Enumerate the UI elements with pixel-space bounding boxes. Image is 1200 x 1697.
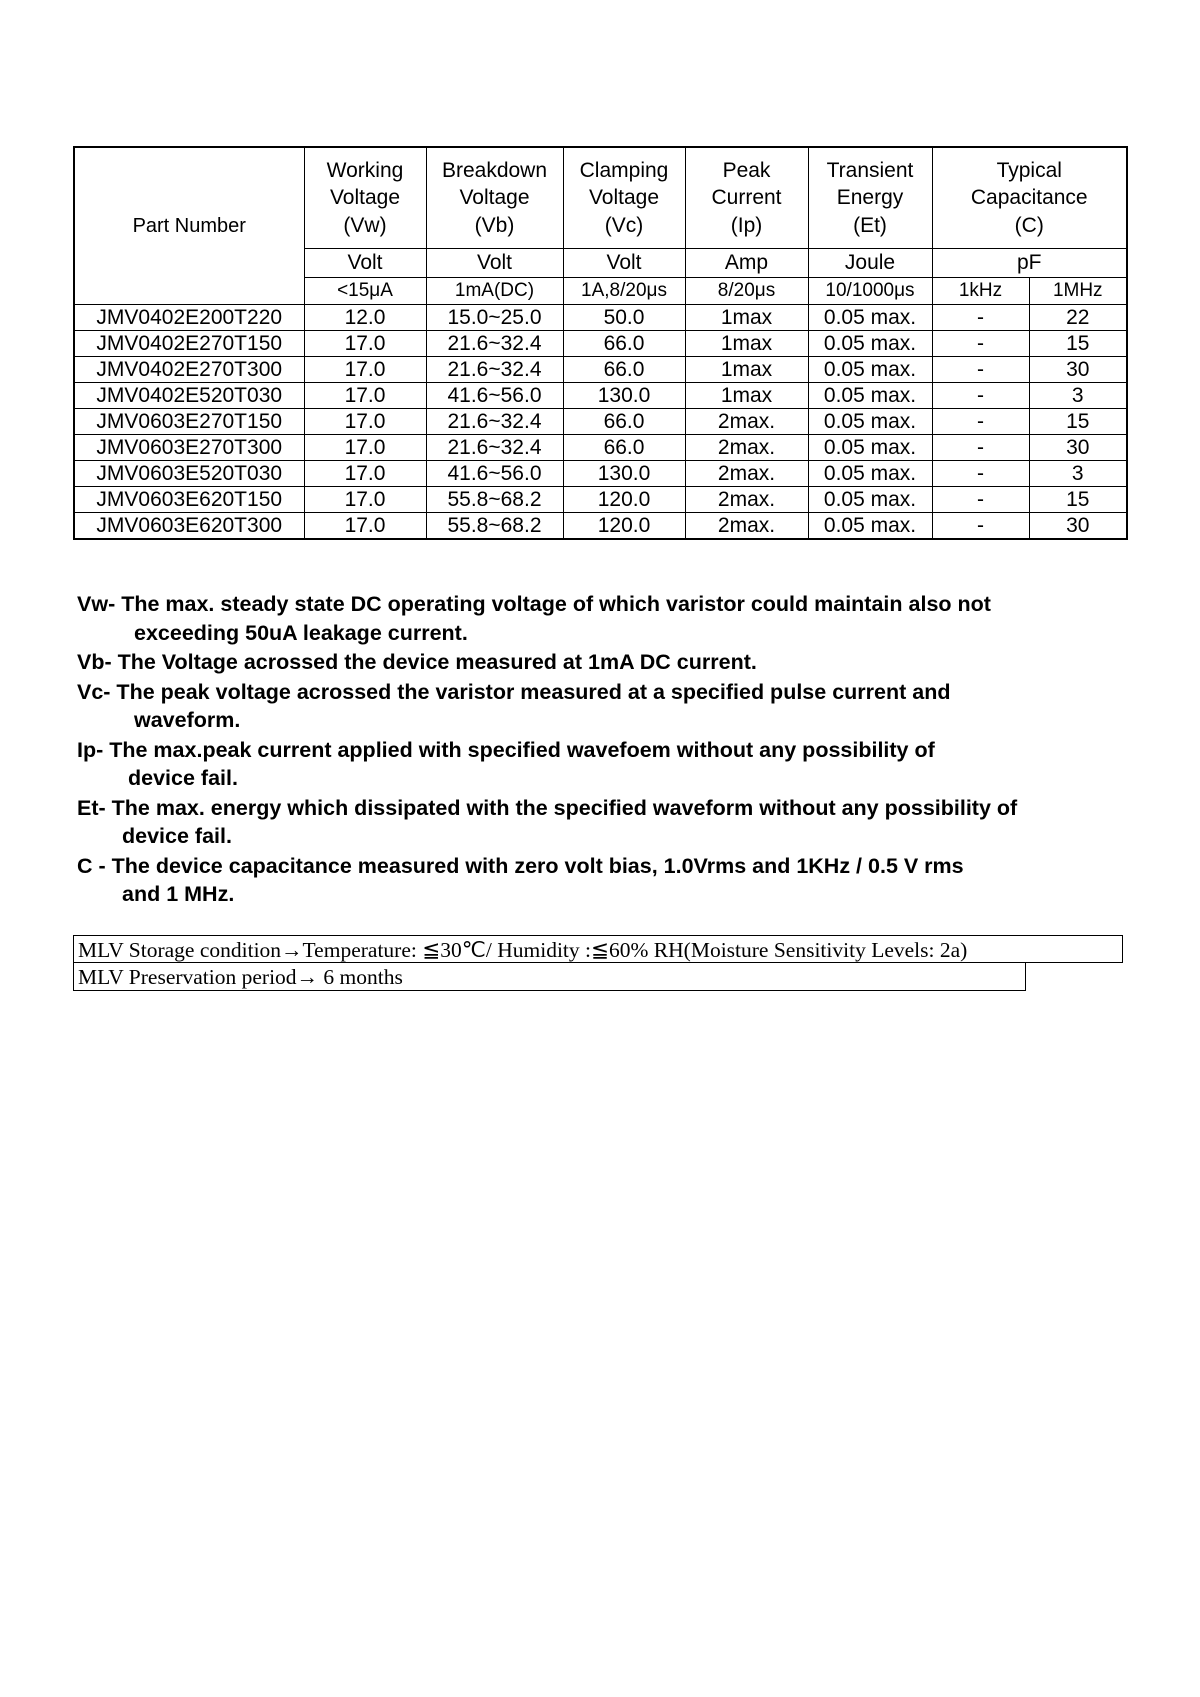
cell-c1k: - <box>932 435 1029 461</box>
cell-vc: 130.0 <box>563 383 685 409</box>
unit-ip: Amp <box>685 249 808 278</box>
definition-note <box>77 852 1157 909</box>
cell-ip: 1max <box>685 383 808 409</box>
definition-note <box>77 736 1157 793</box>
cell-c1m: 30 <box>1029 357 1127 383</box>
note-text: Vc- The peak voltage acrossed the varistor measured at a specified pulse current and <box>77 679 951 704</box>
definition-note <box>77 678 1157 735</box>
note-continuation: waveform. <box>134 708 241 732</box>
note-continuation: device fail. <box>122 824 232 848</box>
condition-vc: 1A,8/20μs <box>563 278 685 305</box>
table-row <box>74 487 1127 513</box>
spec-table <box>73 146 1128 540</box>
cell-vw: 17.0 <box>304 331 426 357</box>
condition-vw: <15μA <box>304 278 426 305</box>
table-row <box>74 357 1127 383</box>
cell-part: JMV0603E620T150 <box>74 487 304 513</box>
cell-c1m: 3 <box>1029 461 1127 487</box>
cell-vb: 21.6~32.4 <box>426 331 563 357</box>
cell-ip: 2max. <box>685 435 808 461</box>
cell-vw: 17.0 <box>304 409 426 435</box>
cell-vb: 55.8~68.2 <box>426 487 563 513</box>
cell-vb: 41.6~56.0 <box>426 383 563 409</box>
condition-et: 10/1000μs <box>808 278 932 305</box>
unit-et: Joule <box>808 249 932 278</box>
cell-et: 0.05 max. <box>808 383 932 409</box>
cell-c1m: 15 <box>1029 409 1127 435</box>
cell-ip: 1max <box>685 331 808 357</box>
cell-part: JMV0402E270T150 <box>74 331 304 357</box>
cell-vb: 15.0~25.0 <box>426 305 563 331</box>
table-row <box>74 461 1127 487</box>
header-typical-capacitance: Typical Capacitance (C) <box>932 147 1127 249</box>
condition-c-1khz: 1kHz <box>932 278 1029 305</box>
cell-vw: 17.0 <box>304 357 426 383</box>
cell-c1k: - <box>932 357 1029 383</box>
table-row <box>74 383 1127 409</box>
note-continuation: device fail. <box>128 766 238 790</box>
cell-et: 0.05 max. <box>808 435 932 461</box>
cell-part: JMV0603E270T150 <box>74 409 304 435</box>
cell-part: JMV0603E270T300 <box>74 435 304 461</box>
note-text: Ip- The max.peak current applied with specified wavefoem without any possibility of <box>77 737 935 762</box>
note-text: Vw- The max. steady state DC operating voltage of which varistor could maintain also not <box>77 592 991 616</box>
cell-vc: 130.0 <box>563 461 685 487</box>
cell-part: JMV0402E520T030 <box>74 383 304 409</box>
table-row <box>74 331 1127 357</box>
preservation-period: MLV Preservation period→ 6 months <box>73 963 1026 991</box>
cell-vw: 17.0 <box>304 435 426 461</box>
cell-et: 0.05 max. <box>808 357 932 383</box>
cell-vc: 66.0 <box>563 435 685 461</box>
unit-vc: Volt <box>563 249 685 278</box>
unit-vb: Volt <box>426 249 563 278</box>
cell-ip: 2max. <box>685 409 808 435</box>
table-row <box>74 435 1127 461</box>
cell-c1m: 3 <box>1029 383 1127 409</box>
unit-vw: Volt <box>304 249 426 278</box>
cell-vb: 21.6~32.4 <box>426 409 563 435</box>
definition-note <box>77 648 1157 677</box>
cell-c1m: 30 <box>1029 435 1127 461</box>
cell-c1k: - <box>932 487 1029 513</box>
cell-et: 0.05 max. <box>808 513 932 540</box>
table-row <box>74 305 1127 331</box>
cell-c1m: 30 <box>1029 513 1127 540</box>
cell-vb: 21.6~32.4 <box>426 435 563 461</box>
note-text: Vb- The Voltage acrossed the device measured at 1mA DC current. <box>77 650 757 674</box>
cell-vc: 66.0 <box>563 331 685 357</box>
cell-vw: 12.0 <box>304 305 426 331</box>
cell-vc: 50.0 <box>563 305 685 331</box>
cell-ip: 1max <box>685 357 808 383</box>
cell-part: JMV0402E270T300 <box>74 357 304 383</box>
cell-c1k: - <box>932 513 1029 540</box>
cell-c1k: - <box>932 331 1029 357</box>
unit-c: pF <box>932 249 1127 278</box>
header-part-number: Part Number <box>74 147 304 305</box>
cell-c1k: - <box>932 305 1029 331</box>
cell-ip: 1max <box>685 305 808 331</box>
note-text: Et- The max. energy which dissipated with the specified waveform without any possibility of <box>77 795 1018 820</box>
cell-et: 0.05 max. <box>808 409 932 435</box>
cell-c1m: 22 <box>1029 305 1127 331</box>
cell-et: 0.05 max. <box>808 305 932 331</box>
cell-ip: 2max. <box>685 513 808 540</box>
header-transient-energy: Transient Energy (Et) <box>808 147 932 249</box>
cell-vw: 17.0 <box>304 487 426 513</box>
cell-part: JMV0402E200T220 <box>74 305 304 331</box>
condition-vb: 1mA(DC) <box>426 278 563 305</box>
storage-box <box>73 935 1123 991</box>
cell-vc: 120.0 <box>563 487 685 513</box>
cell-et: 0.05 max. <box>808 331 932 357</box>
cell-c1k: - <box>932 409 1029 435</box>
note-text: C - The device capacitance measured with zero volt bias, 1.0Vrms and 1KHz / 0.5 V rms <box>77 853 964 878</box>
cell-et: 0.05 max. <box>808 461 932 487</box>
cell-part: JMV0603E620T300 <box>74 513 304 540</box>
cell-part: JMV0603E520T030 <box>74 461 304 487</box>
cell-vw: 17.0 <box>304 383 426 409</box>
definition-note <box>77 794 1157 851</box>
note-continuation: and 1 MHz. <box>122 882 235 906</box>
header-row <box>74 147 1127 249</box>
condition-ip: 8/20μs <box>685 278 808 305</box>
header-clamping-voltage: Clamping Voltage (Vc) <box>563 147 685 249</box>
cell-c1m: 15 <box>1029 487 1127 513</box>
cell-ip: 2max. <box>685 461 808 487</box>
cell-vw: 17.0 <box>304 461 426 487</box>
header-working-voltage: Working Voltage (Vw) <box>304 147 426 249</box>
cell-c1k: - <box>932 383 1029 409</box>
definitions-notes <box>77 590 1157 910</box>
cell-vc: 66.0 <box>563 409 685 435</box>
cell-vc: 66.0 <box>563 357 685 383</box>
cell-vc: 120.0 <box>563 513 685 540</box>
header-peak-current: Peak Current (Ip) <box>685 147 808 249</box>
cell-c1k: - <box>932 461 1029 487</box>
storage-condition: MLV Storage condition→Temperature: ≦30℃/ Humidity :≦60% RH(Moisture Sensitivity Levels: 2a) <box>73 935 1123 963</box>
definition-note <box>77 590 1157 647</box>
cell-vb: 41.6~56.0 <box>426 461 563 487</box>
cell-et: 0.05 max. <box>808 487 932 513</box>
cell-vb: 55.8~68.2 <box>426 513 563 540</box>
table-row <box>74 513 1127 540</box>
cell-c1m: 15 <box>1029 331 1127 357</box>
cell-ip: 2max. <box>685 487 808 513</box>
cell-vb: 21.6~32.4 <box>426 357 563 383</box>
cell-vw: 17.0 <box>304 513 426 540</box>
header-breakdown-voltage: Breakdown Voltage (Vb) <box>426 147 563 249</box>
note-continuation: exceeding 50uA leakage current. <box>134 620 468 645</box>
condition-c-1mhz: 1MHz <box>1029 278 1127 305</box>
table-row <box>74 409 1127 435</box>
